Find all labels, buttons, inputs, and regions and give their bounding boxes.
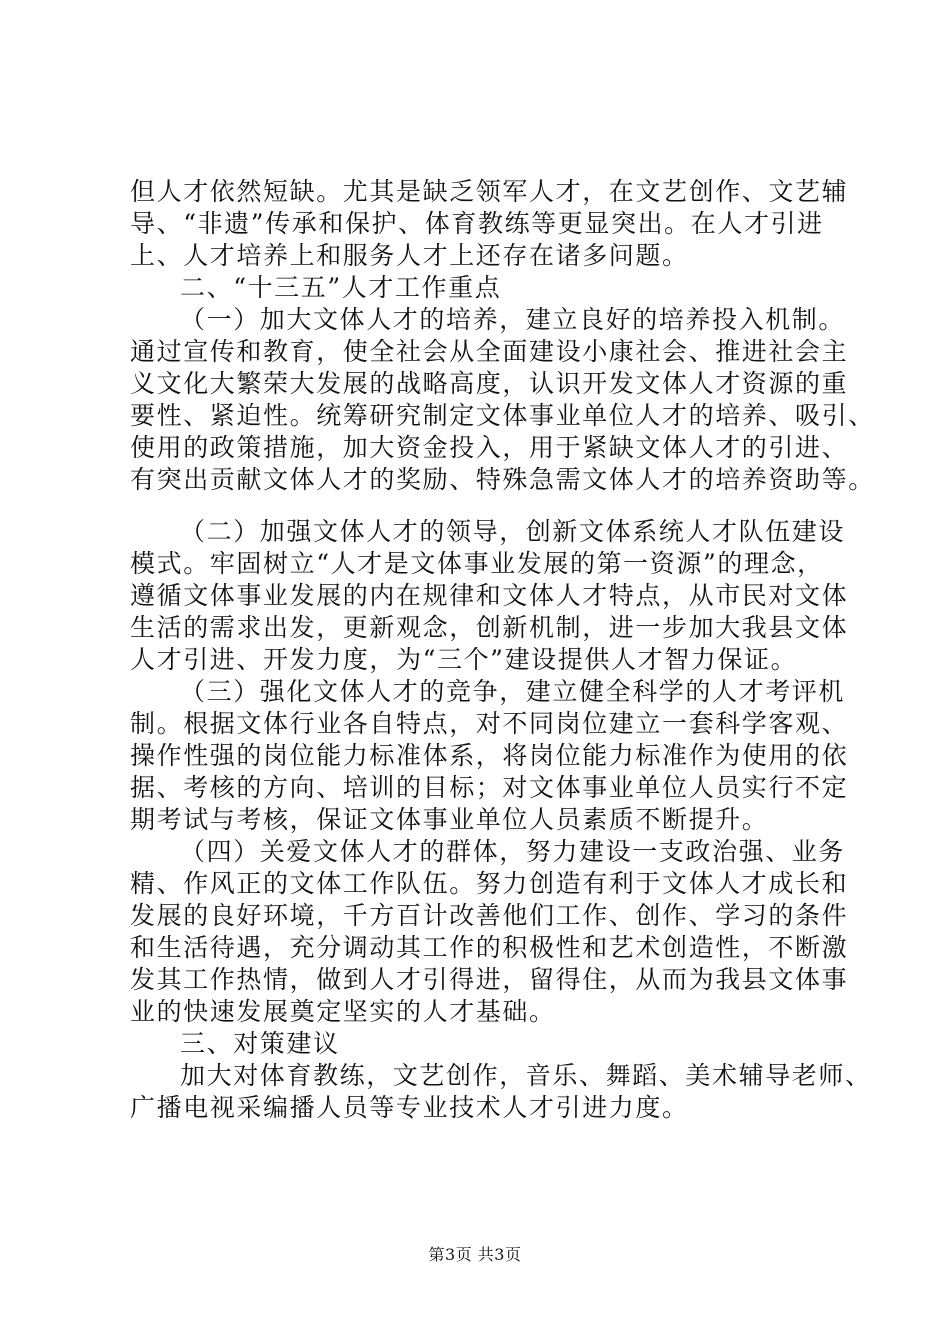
text-line: 加大对体育教练，文艺创作，音乐、舞蹈、美术辅导老师、 xyxy=(180,1061,872,1090)
text-line: 义文化大繁荣大发展的战略高度，认识开发文体人才资源的重 xyxy=(130,369,849,398)
subsection-heading: （一）加大文体人才的培养，建立良好的培养投入机制。 xyxy=(180,305,846,334)
text-line: 生活的需求出发，更新观念，创新机制，进一步加大我县文体 xyxy=(130,613,849,642)
text-line: 期考试与考核，保证文体事业单位人员素质不断提升。 xyxy=(130,805,769,834)
text-line: 模式。牢固树立“人才是文体事业发展的第一资源”的理念， xyxy=(130,549,824,578)
text-line: 通过宣传和教育，使全社会从全面建设小康社会、推进社会主 xyxy=(130,337,849,366)
text-line: 上、人才培养上和服务人才上还存在诸多问题。 xyxy=(130,241,689,270)
text-line: 制。根据文体行业各自特点，对不同岗位建立一套科学客观、 xyxy=(130,709,849,738)
page-footer: 第3页 共3页 xyxy=(428,1245,522,1264)
text-line: 精、作风正的文体工作队伍。努力创造有利于文体人才成长和 xyxy=(130,869,849,898)
section-heading: 二、“十三五”人才工作重点 xyxy=(180,273,502,302)
text-line: 操作性强的岗位能力标准体系，将岗位能力标准作为使用的依 xyxy=(130,741,849,770)
text-line: 导、“非遗”传承和保护、体育教练等更显突出。在人才引进 xyxy=(130,209,824,238)
text-line: 要性、紧迫性。统筹研究制定文体事业单位人才的培养、吸引、 xyxy=(130,401,875,430)
section-heading: 三、对策建议 xyxy=(180,1029,340,1058)
text-line: 广播电视采编播人员等专业技术人才引进力度。 xyxy=(130,1093,689,1122)
text-line: 使用的政策措施，加大资金投入，用于紧缺文体人才的引进、 xyxy=(130,433,849,462)
text-line: 但人才依然短缺。尤其是缺乏领军人才，在文艺创作、文艺辅 xyxy=(130,177,849,206)
text-line: 人才引进、开发力度，为“三个”建设提供人才智力保证。 xyxy=(130,645,798,674)
text-line: 发展的良好环境，千方百计改善他们工作、创作、学习的条件 xyxy=(130,901,849,930)
text-line: 有突出贡献文体人才的奖励、特殊急需文体人才的培养资助等。 xyxy=(130,465,875,494)
text-line: 遵循文体事业发展的内在规律和文体人才特点，从市民对文体 xyxy=(130,581,849,610)
subsection-heading: （二）加强文体人才的领导，创新文体系统人才队伍建设 xyxy=(180,517,846,546)
text-line: 据、考核的方向、培训的目标；对文体事业单位人员实行不定 xyxy=(130,773,849,802)
subsection-heading: （四）关爱文体人才的群体，努力建设一支政治强、业务 xyxy=(180,837,846,866)
text-line: 和生活待遇，充分调动其工作的积极性和艺术创造性，不断激 xyxy=(130,933,849,962)
subsection-heading: （三）强化文体人才的竞争，建立健全科学的人才考评机 xyxy=(180,677,846,706)
text-line: 发其工作热情，做到人才引得进，留得住，从而为我县文体事 xyxy=(130,965,849,994)
text-line: 业的快速发展奠定坚实的人才基础。 xyxy=(130,997,556,1026)
